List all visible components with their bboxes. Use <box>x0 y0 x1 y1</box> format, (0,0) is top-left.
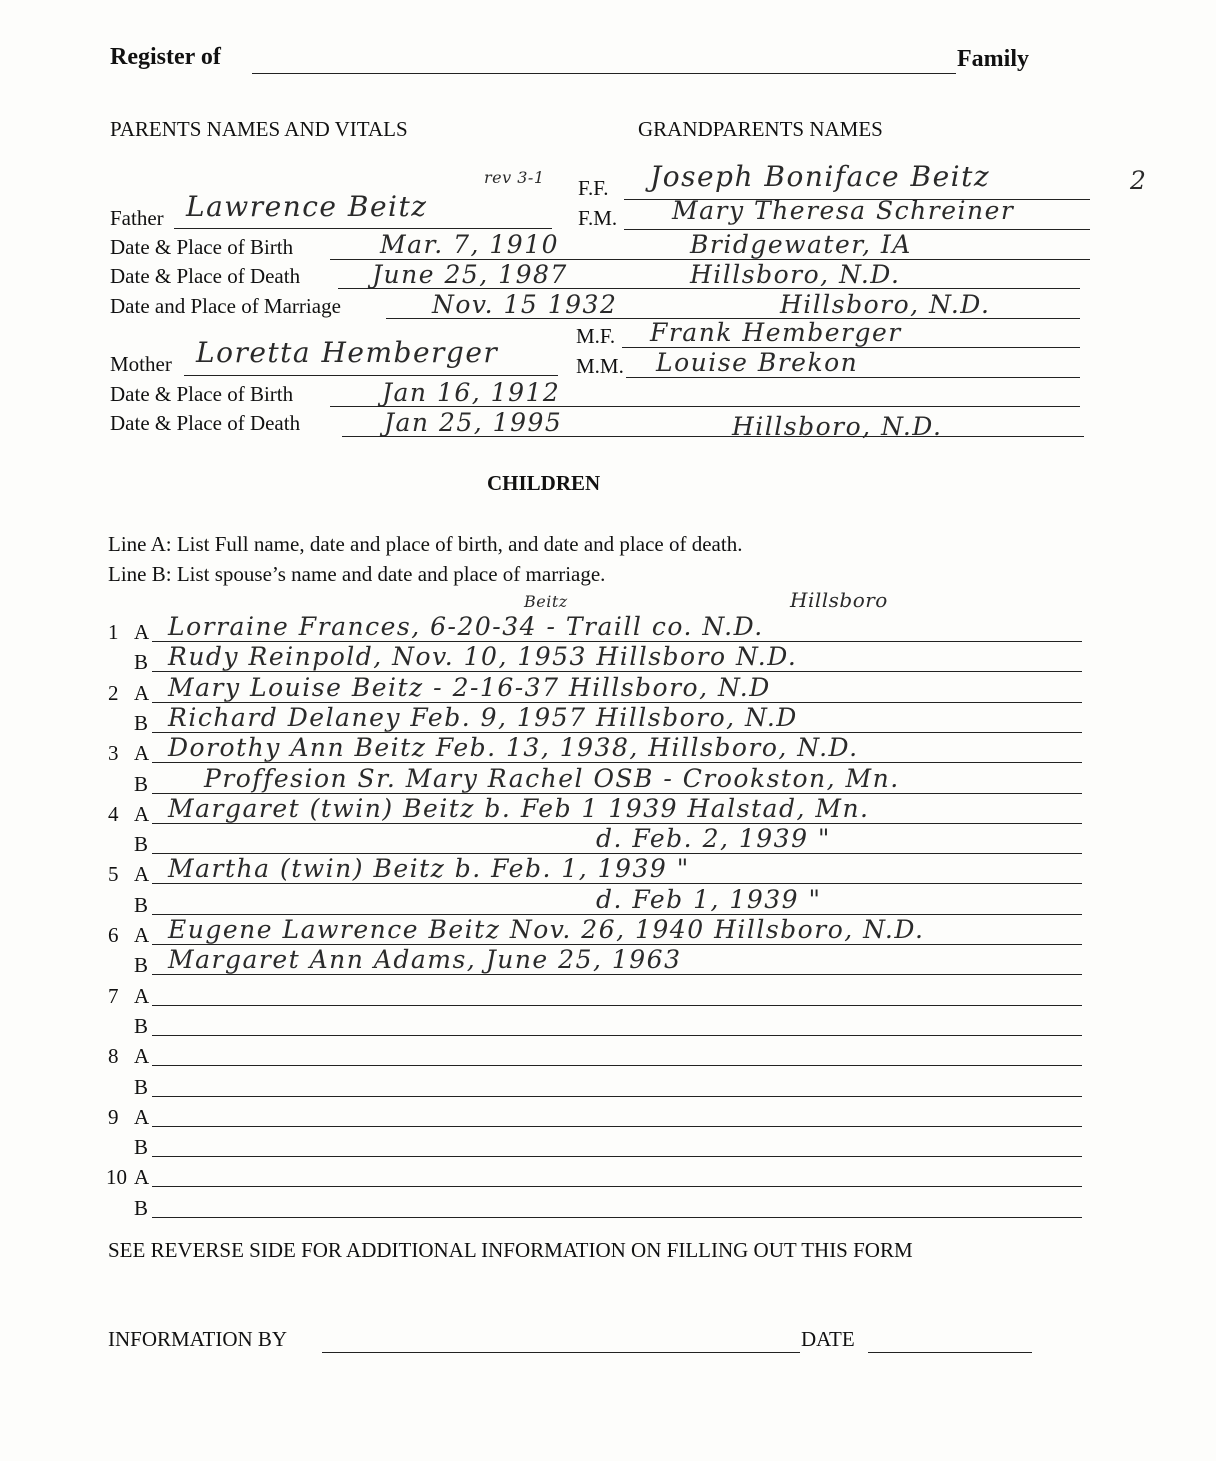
line-letter: B <box>134 953 149 977</box>
child-entry-b: Rudy Reinpold, Nov. 10, 1953 Hillsboro N.D. <box>168 642 798 671</box>
line-letter: B <box>134 1014 149 1038</box>
child-1-line-a[interactable] <box>0 588 1216 644</box>
mm-label: M.M. <box>576 354 624 378</box>
child-entry-b: d. Feb 1, 1939 " <box>596 885 822 914</box>
child-number: 1 <box>108 620 119 644</box>
child-6-line-a[interactable] <box>0 915 1216 947</box>
line-letter: A <box>134 1044 150 1068</box>
line-letter: A <box>134 862 150 886</box>
ruled-line <box>152 1156 1082 1157</box>
child-number: 7 <box>108 984 119 1008</box>
child-3-line-a[interactable] <box>0 733 1216 765</box>
mm-line[interactable] <box>626 377 1080 378</box>
father-note: rev 3-1 <box>484 168 545 187</box>
child-7-line-b[interactable] <box>0 1014 1216 1038</box>
line-a-instruction: Line A: List Full name, date and place of birth, and date and place of death. <box>108 532 743 556</box>
ruled-line <box>152 1186 1082 1187</box>
child-number: 5 <box>108 862 119 886</box>
child-entry-a: Dorothy Ann Beitz Feb. 13, 1938, Hillsboro, N.D. <box>168 733 859 762</box>
mm-name: Louise Brekon <box>656 348 859 377</box>
mother-birth-date: Jan 16, 1912 <box>382 378 561 407</box>
mother-dod-label: Date & Place of Death <box>110 411 301 435</box>
mother-line[interactable] <box>184 375 558 376</box>
grandparents-section-heading: GRANDPARENTS NAMES <box>638 117 883 141</box>
mother-name: Loretta Hemberger <box>196 336 499 369</box>
information-by-line[interactable] <box>322 1352 800 1353</box>
line-letter: B <box>134 893 149 917</box>
father-birth-place: Bridgewater, IA <box>690 230 912 259</box>
father-line[interactable] <box>174 228 552 229</box>
child-1-line-b[interactable] <box>0 642 1216 674</box>
child-entry-a: Mary Louise Beitz - 2-16-37 Hillsboro, N.D <box>168 673 771 702</box>
child-entry-a: Eugene Lawrence Beitz Nov. 26, 1940 Hillsboro, N.D. <box>168 915 925 944</box>
child-number: 6 <box>108 923 119 947</box>
ruled-line <box>152 974 1082 975</box>
mother-label: Mother <box>110 352 172 376</box>
child-7-line-a[interactable] <box>0 984 1216 1008</box>
register-of-label: Register of <box>110 44 221 70</box>
child-10-line-a[interactable] <box>0 1165 1216 1189</box>
mf-name: Frank Hemberger <box>650 318 902 347</box>
child-5-line-a[interactable] <box>0 854 1216 886</box>
line-letter: A <box>134 681 150 705</box>
child-3-line-b[interactable] <box>0 764 1216 796</box>
child-number: 8 <box>108 1044 119 1068</box>
line-letter: A <box>134 923 150 947</box>
child-number: 9 <box>108 1105 119 1129</box>
child-entry-a: Martha (twin) Beitz b. Feb. 1, 1939 " <box>168 854 690 883</box>
see-reverse-note: SEE REVERSE SIDE FOR ADDITIONAL INFORMATION ON FILLING OUT THIS FORM <box>108 1238 913 1262</box>
child-entry-a: Lorraine Frances, 6-20-34 - Traill co. N.D. <box>168 612 764 641</box>
child-10-line-b[interactable] <box>0 1196 1216 1220</box>
line-letter: B <box>134 711 149 735</box>
ruled-line <box>152 1035 1082 1036</box>
family-name-line[interactable] <box>252 73 956 74</box>
child-entry-b: Richard Delaney Feb. 9, 1957 Hillsboro, N.D <box>168 703 798 732</box>
marriage-place: Hillsboro, N.D. <box>780 290 991 319</box>
mother-death-place: Hillsboro, N.D. <box>732 412 943 441</box>
ruled-line <box>152 1217 1082 1218</box>
family-label: Family <box>957 46 1029 72</box>
child-2-line-a[interactable] <box>0 673 1216 705</box>
child-number: 3 <box>108 741 119 765</box>
father-dob-label: Date & Place of Birth <box>110 235 294 259</box>
line-b-instruction: Line B: List spouse’s name and date and place of marriage. <box>108 562 606 586</box>
ruled-line <box>152 1126 1082 1127</box>
child-8-line-b[interactable] <box>0 1075 1216 1099</box>
child-number: 2 <box>108 681 119 705</box>
child-entry-b: Margaret Ann Adams, June 25, 1963 <box>168 945 682 974</box>
father-birth-date: Mar. 7, 1910 <box>380 230 560 259</box>
child-9-line-a[interactable] <box>0 1105 1216 1129</box>
child-2-line-b[interactable] <box>0 703 1216 735</box>
ruled-line <box>152 883 1082 884</box>
date-label: DATE <box>801 1327 855 1351</box>
father-death-date: June 25, 1987 <box>372 260 568 289</box>
child-number: 4 <box>108 802 119 826</box>
child-9-line-b[interactable] <box>0 1135 1216 1159</box>
fm-name: Mary Theresa Schreiner <box>672 196 1015 225</box>
line-letter: B <box>134 1135 149 1159</box>
children-heading: CHILDREN <box>487 471 601 495</box>
information-by-label: INFORMATION BY <box>108 1327 288 1351</box>
father-label: Father <box>110 206 164 230</box>
date-line[interactable] <box>868 1352 1032 1353</box>
ruled-line <box>152 1065 1082 1066</box>
child-4-line-a[interactable] <box>0 794 1216 826</box>
line-letter: A <box>134 984 150 1008</box>
ruled-line <box>152 762 1082 763</box>
line-letter: A <box>134 1105 150 1129</box>
line-letter: B <box>134 1075 149 1099</box>
child-entry-a: Margaret (twin) Beitz b. Feb 1 1939 Halstad, Mn. <box>168 794 870 823</box>
father-death-place: Hillsboro, N.D. <box>690 260 901 289</box>
ff-label: F.F. <box>578 176 609 200</box>
mother-death-date: Jan 25, 1995 <box>384 408 563 437</box>
line-letter: A <box>134 741 150 765</box>
child-5-line-b[interactable] <box>0 885 1216 917</box>
fm-label: F.M. <box>578 206 618 230</box>
line-letter: B <box>134 832 149 856</box>
ff-note: 2 <box>1130 166 1148 195</box>
child-number: 10 <box>106 1165 127 1189</box>
child-entry-b: d. Feb. 2, 1939 " <box>596 824 831 853</box>
mf-label: M.F. <box>576 324 616 348</box>
line-letter: B <box>134 650 149 674</box>
line-letter: B <box>134 1196 149 1220</box>
marriage-label: Date and Place of Marriage <box>110 294 341 318</box>
child-4-line-b[interactable] <box>0 824 1216 856</box>
child-note-surname: Beitz <box>524 592 568 611</box>
father-dod-label: Date & Place of Death <box>110 264 301 288</box>
line-letter: A <box>134 802 150 826</box>
marriage-date: Nov. 15 1932 <box>432 290 618 319</box>
ruled-line <box>152 1096 1082 1097</box>
line-letter: A <box>134 1165 150 1189</box>
father-name: Lawrence Beitz <box>186 190 428 223</box>
line-letter: A <box>134 620 150 644</box>
ruled-line <box>152 671 1082 672</box>
ff-name: Joseph Boniface Beitz <box>650 160 991 193</box>
child-note-place: Hillsboro <box>790 588 888 612</box>
child-6-line-b[interactable] <box>0 945 1216 977</box>
ruled-line <box>152 1005 1082 1006</box>
child-entry-b: Proffesion Sr. Mary Rachel OSB - Crookston, Mn. <box>204 764 900 793</box>
mother-dob-label: Date & Place of Birth <box>110 382 294 406</box>
line-letter: B <box>134 772 149 796</box>
child-8-line-a[interactable] <box>0 1044 1216 1068</box>
parents-section-heading: PARENTS NAMES AND VITALS <box>110 117 408 141</box>
